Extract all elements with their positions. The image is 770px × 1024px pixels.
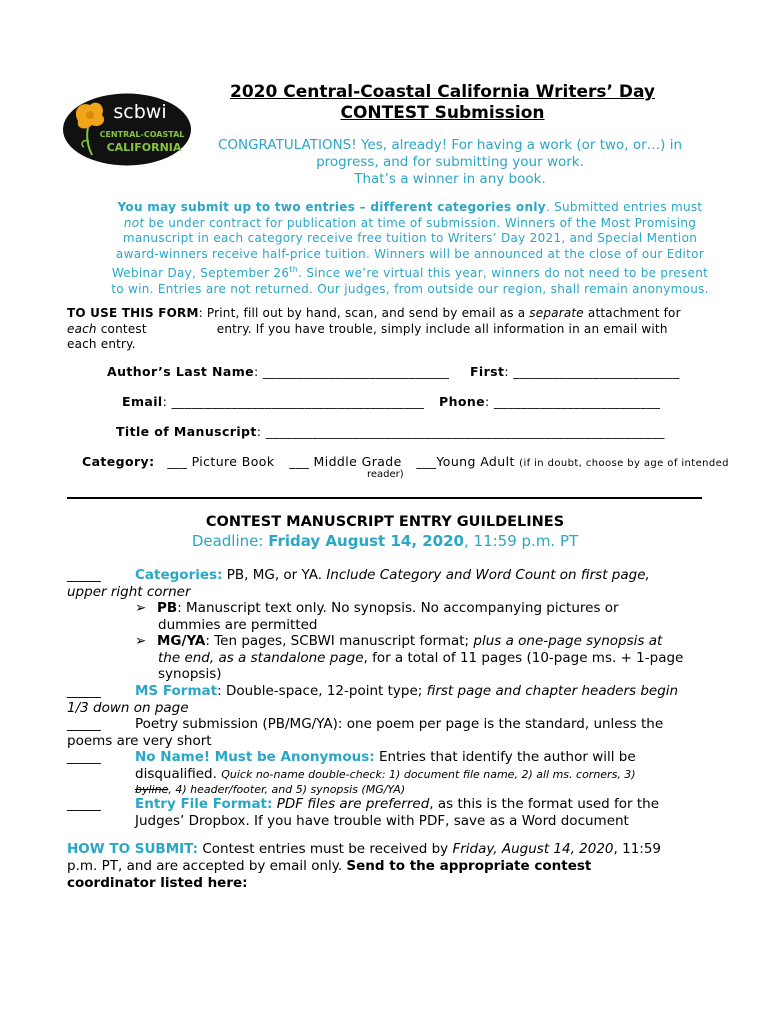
form-instructions xyxy=(67,306,707,353)
pb-text-1: : Manuscript text only. No synopsis. No accompanying pictures or xyxy=(177,600,619,616)
guidelines-title: CONTEST MANUSCRIPT ENTRY GUILDELINES xyxy=(205,514,565,530)
ms-format-italic-2: 1/3 down on page xyxy=(67,699,189,716)
section-divider xyxy=(67,497,702,499)
anonymous-byline: byline xyxy=(135,783,169,796)
category-label: Category: xyxy=(82,454,155,469)
bullet-pb xyxy=(135,600,705,633)
first-name-label: First xyxy=(469,364,505,379)
pb-text-2: dummies are permitted xyxy=(158,616,318,633)
category-row xyxy=(82,454,729,469)
categories-label: Categories: xyxy=(135,567,223,583)
phone-label: Phone xyxy=(439,394,486,409)
checkbox-blank[interactable]: _____ xyxy=(67,567,101,583)
anonymous-text-2: disqualified. xyxy=(135,765,222,782)
poetry-text-1: Poetry submission (PB/MG/YA): one poem per page is the standard, unless the xyxy=(135,716,664,732)
how-to-submit xyxy=(67,841,717,892)
instructions-text-1: : Print, fill out by hand, scan, and send by email as a xyxy=(198,306,530,320)
anonymous-label: No Name! Must be Anonymous: xyxy=(135,749,375,765)
email-field[interactable]: : ______________________________________ xyxy=(162,394,425,409)
how-to-submit-text-2: , 11:59 xyxy=(613,841,662,857)
checkbox-blank[interactable]: _____ xyxy=(67,716,101,732)
logo-region-line2: CALIFORNIA xyxy=(106,141,182,154)
instructions-text-5: each entry. xyxy=(67,337,136,351)
anonymous-check-1: Quick no-name double-check: 1) document file name, 2) all ms. corners, 3) xyxy=(221,767,636,781)
file-format-text-2: Judges’ Dropbox. If you have trouble with PDF, save as a Word document xyxy=(135,812,629,829)
categories-italic-2: upper right corner xyxy=(67,583,191,600)
congratulations-message xyxy=(200,137,700,188)
intro-lead: You may submit up to two entries – different categories only xyxy=(117,200,546,214)
intro-line-3: manuscript in each category receive free tuition to Writers’ Day 2021, and Special Mention xyxy=(122,231,698,245)
logo-graphic xyxy=(62,93,192,166)
intro-paragraph xyxy=(100,200,720,297)
ms-format-text: : Double-space, 12-point type; xyxy=(217,683,427,699)
intro-line-1: . Submitted entries must xyxy=(545,200,703,214)
instructions-label: TO USE THIS FORM xyxy=(67,306,199,320)
deadline-date: Friday August 14, 2020 xyxy=(268,532,464,550)
last-name-label: Author’s Last Name xyxy=(107,364,255,379)
instructions-text-3: contest xyxy=(96,321,147,336)
ms-format-label: MS Format xyxy=(135,683,218,699)
category-note-2: reader) xyxy=(367,469,404,480)
congrats-line-1: CONGRATULATIONS! Yes, already! For having a work (or two, or…) in xyxy=(217,137,683,153)
title-line-2: CONTEST Submission xyxy=(340,103,545,123)
manuscript-title-field[interactable]: : ____________________________________________________________ xyxy=(256,424,665,439)
how-to-submit-text-3: p.m. PT, and are accepted by email only. xyxy=(67,858,347,874)
checkbox-blank[interactable]: _____ xyxy=(67,749,101,765)
last-name-field[interactable]: : ____________________________ xyxy=(254,364,450,379)
congrats-line-2: progress, and for submitting your work. xyxy=(316,154,584,170)
categories-text: PB, MG, or YA. xyxy=(222,567,327,583)
email-label: Email xyxy=(122,394,163,409)
deadline-time: , 11:59 p.m. PT xyxy=(464,532,579,550)
ms-format-italic-1: first page and chapter headers begin xyxy=(426,683,679,699)
mgya-text-3: synopsis) xyxy=(158,666,222,682)
manuscript-title-label: Title of Manuscript xyxy=(116,424,257,439)
instructions-separate: separate xyxy=(529,306,584,320)
anonymous-check-2: , 4) header/footer, and 5) synopsis (MG/YA) xyxy=(168,783,406,796)
category-middle-grade[interactable]: ___ Middle Grade xyxy=(289,454,402,469)
bullet-mgya xyxy=(135,633,705,683)
how-to-submit-text-1: Contest entries must be received by xyxy=(198,841,453,857)
intro-line-2: be under contract for publication at time of submission. Winners of the Most Promising xyxy=(144,215,697,230)
how-to-submit-bold: Send to the appropriate contest xyxy=(346,858,592,874)
guideline-file-format xyxy=(67,796,717,829)
arrow-bullet-icon: ➢ xyxy=(135,633,147,649)
guideline-categories xyxy=(67,567,717,600)
instructions-text-4: entry. If you have trouble, simply include all information in an email with xyxy=(216,321,668,336)
logo-brand: scbwi xyxy=(113,101,167,123)
category-note: (if in doubt, choose by age of intended xyxy=(519,458,729,469)
categories-italic-1: Include Category and Word Count on first page, xyxy=(326,567,650,583)
logo-region-line1: CENTRAL-COASTAL xyxy=(99,130,185,139)
intro-line-4: award-winners receive half-price tuition. Winners will be announced at the close of our Editor xyxy=(115,246,705,261)
guideline-anonymous xyxy=(67,749,717,796)
poetry-text-2: poems are very short xyxy=(67,732,212,749)
intro-line-6: to win. Entries are not returned. Our judges, from outside our region, shall remain anonymous. xyxy=(111,281,709,296)
file-format-label: Entry File Format: xyxy=(135,796,273,812)
intro-line-5: Webinar Day, September 26 xyxy=(111,266,290,280)
first-name-field[interactable]: : _________________________ xyxy=(504,364,680,379)
manuscript-title-row xyxy=(116,424,665,439)
page-title xyxy=(205,82,680,124)
guideline-ms-format xyxy=(67,683,717,716)
title-line-1: 2020 Central-Coastal California Writers’ Day xyxy=(229,82,656,102)
instructions-text-2: attachment for xyxy=(583,306,681,320)
deadline xyxy=(85,532,685,550)
mgya-text-2: , for a total of 11 pages (10-page ms. + 1-page xyxy=(363,649,684,666)
intro-not: not xyxy=(123,215,145,230)
checkbox-blank[interactable]: _____ xyxy=(67,683,101,699)
phone-field[interactable]: : _________________________ xyxy=(485,394,661,409)
intro-line-5b: . Since we’re virtual this year, winners do not need to be present xyxy=(298,266,709,280)
how-to-submit-bold-2: coordinator listed here: xyxy=(67,875,248,891)
congrats-line-3: That’s a winner in any book. xyxy=(354,171,546,187)
guideline-poetry xyxy=(67,716,717,749)
scbwi-logo xyxy=(62,93,192,166)
mgya-text-1: : Ten pages, SCBWI manuscript format; xyxy=(205,633,474,649)
anonymous-text-1: Entries that identify the author will be xyxy=(374,749,636,765)
checkbox-blank[interactable]: _____ xyxy=(67,796,101,812)
arrow-bullet-icon: ➢ xyxy=(135,600,147,616)
mgya-italic-2: the end, as a standalone page xyxy=(158,649,364,666)
instructions-each: each xyxy=(67,321,97,336)
mgya-italic-1: plus a one-page synopsis at xyxy=(473,633,663,649)
intro-sup: th xyxy=(289,265,299,274)
file-format-italic: PDF files are preferred xyxy=(272,796,430,812)
how-to-submit-label: HOW TO SUBMIT: xyxy=(67,841,199,857)
pb-label: PB xyxy=(157,600,178,616)
contact-row xyxy=(122,394,660,409)
deadline-label: Deadline: xyxy=(191,532,269,550)
category-young-adult[interactable]: ___Young Adult xyxy=(416,454,515,469)
mgya-label: MG/YA xyxy=(157,633,206,649)
category-picture-book[interactable]: ___ Picture Book xyxy=(167,454,275,469)
file-format-text-1: , as this is the format used for the xyxy=(429,796,660,812)
how-to-submit-date: Friday, August 14, 2020 xyxy=(452,841,614,857)
author-name-row xyxy=(107,364,680,379)
